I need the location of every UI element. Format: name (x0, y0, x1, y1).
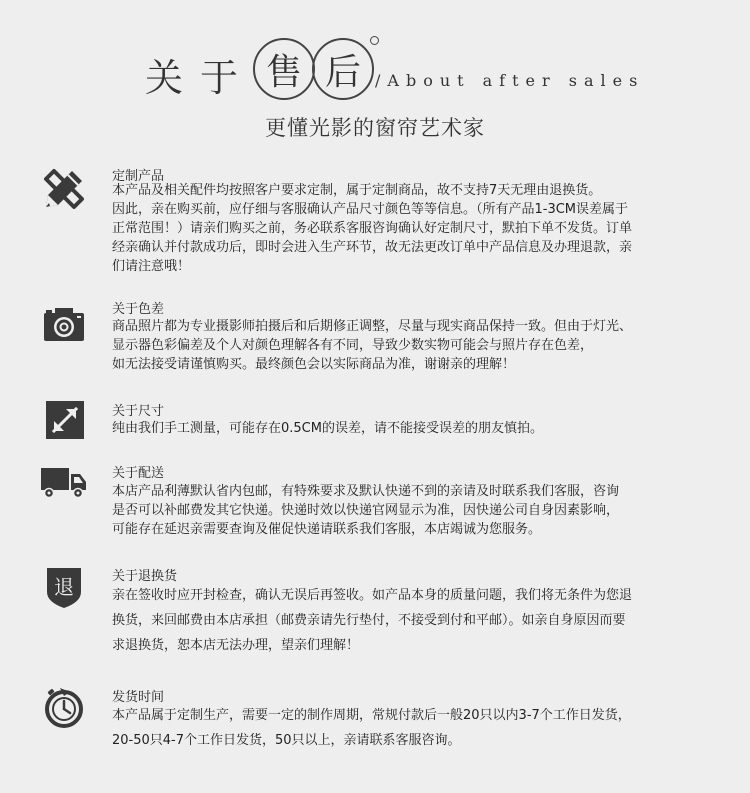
section-title: 关于尺寸 (112, 404, 165, 419)
camera-icon (40, 301, 88, 349)
pencil-ruler-icon (40, 165, 88, 213)
section-body (112, 317, 712, 374)
title-char-hou: 后 (312, 38, 374, 100)
body-line: 亲在签收时应开封检查，确认无误后再签收。如产品本身的质量问题，我们将无条件为您退 (112, 588, 633, 603)
section-body (112, 482, 712, 539)
body-line: 20-50只4-7个工作日发货，50只以上，亲请联系客服咨询。 (112, 732, 461, 748)
title-char-yu: 于 (200, 56, 239, 100)
clock-icon (40, 684, 88, 732)
delivery-truck-icon (40, 458, 88, 506)
body-line: 换货，来回邮费由本店承担（邮费亲请先行垫付，不接受到付和平邮）。如亲自身原因而要 (112, 613, 626, 628)
body-line: 显示器色彩偏差及个人对颜色理解各有不同，导致少数实物可能会与照片存在色差， (112, 338, 594, 353)
body-line: 本店产品利薄默认省内包邮，有特殊要求及默认快递不到的亲请及时联系我们客服，咨询 (112, 484, 620, 499)
resize-arrow-icon (40, 397, 88, 445)
body-line: 如无法接受请谨慎购买。最终颜色会以实际商品为准，谢谢亲的理解！ (112, 357, 516, 372)
body-line: 可能存在延迟亲需要查询及催促快递请联系我们客服，本店竭诚为您服务。 (112, 522, 542, 537)
return-shield-icon (40, 562, 88, 610)
body-line: 本产品及相关配件均按照客户要求定制，属于定制商品，故不支持7天无理由退换货。 (112, 183, 602, 198)
body-line: 求退换货，恕本店无法办理，望亲们理解！ (112, 638, 360, 653)
title-char-guan: 关 (145, 56, 184, 100)
page-subtitle: 更懂光影的窗帘艺术家 (265, 116, 485, 140)
section-title: 关于配送 (112, 466, 165, 481)
body-line: 是否可以补邮费发其它快递。快递时效以快递官网显示为准，因快递公司自身因素影响， (112, 503, 620, 518)
section-body (112, 419, 712, 438)
section-title: 关于退换货 (112, 569, 178, 584)
body-line: 经亲确认并付款成功后，即时会进入生产环节，故无法更改订单中产品信息及办理退款，亲 (112, 240, 633, 255)
body-line: 们请注意哦！ (112, 259, 191, 274)
title-char-shou: 售 (253, 38, 315, 100)
section-title: 定制产品 (112, 169, 165, 184)
title-english: /About after sales (375, 71, 645, 90)
registered-ring-icon (370, 36, 379, 45)
body-line: 纯由我们手工测量，可能存在0.5CM的误差，请不能接受误差的朋友慎拍。 (112, 421, 543, 436)
body-line: 因此，亲在购买前，应仔细与客服确认产品尺寸颜色等等信息。（所有产品1-3CM误差属于 (112, 202, 629, 217)
body-line: 本产品属于定制生产，需要一定的制作周期，常规付款后一般20只以内3-7个工作日发货， (112, 708, 631, 723)
body-line: 商品照片都为专业摄影师拍摄后和后期修正调整，尽量与现实商品保持一致。但由于灯光、 (112, 319, 633, 334)
header (0, 30, 750, 110)
section-title: 关于色差 (112, 302, 165, 317)
body-line: 正常范围！）请亲们购买之前，务必联系客服咨询确认好定制尺寸，默拍下单不发货。订单 (112, 221, 633, 236)
section-body (112, 583, 712, 658)
section-title: 发货时间 (112, 690, 165, 705)
section-body (112, 704, 712, 753)
section-body (112, 181, 712, 276)
return-icon-text: 退 (54, 575, 74, 599)
